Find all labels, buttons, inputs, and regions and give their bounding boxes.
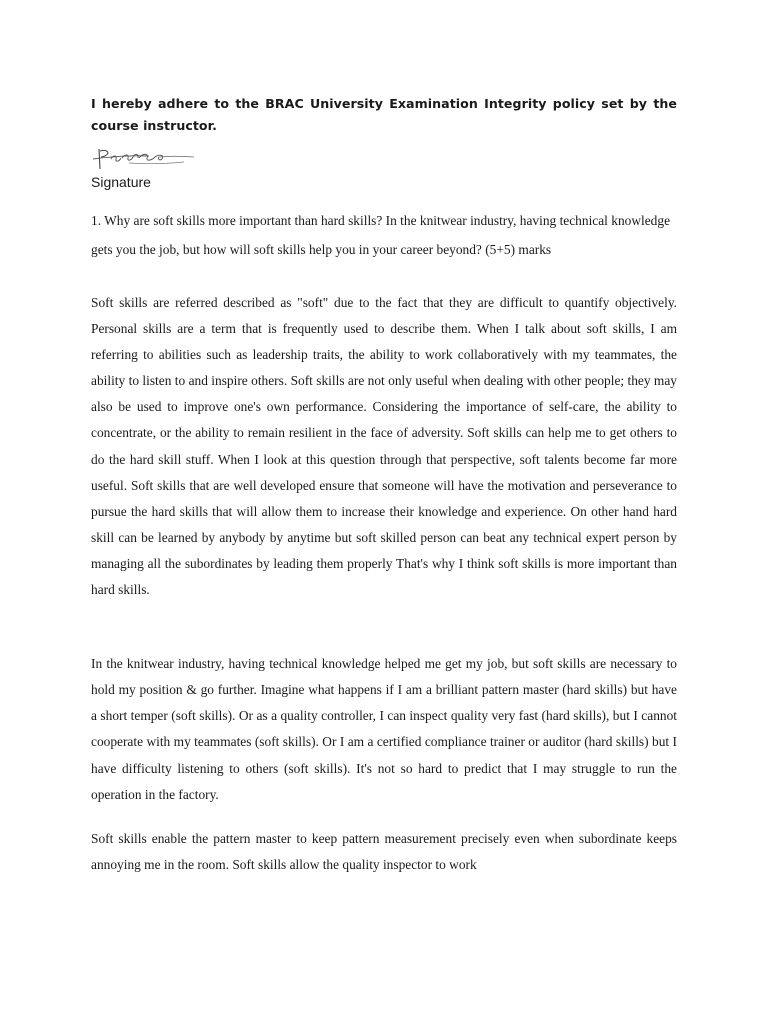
answer-paragraph-1: Soft skills are referred described as "soft" due to the fact that they are difficult to quantify objectively. Personal skills are a term that is frequently used to describe them. When I talk about soft skills, I am referring to abilities such as leadership traits, the ability to work collaboratively with my teammates, the ability to listen to and inspire others. Soft skills are not only useful when dealing with other people; they may also be used to improve one's own performance. Considering the importance of self-care, the ability to concentrate, or the ability to remain resilient in the face of adversity. Soft skills can help me to get others to do the hard skill stuff. When I look at this question through that perspective, soft talents become far more useful. Soft skills that are well developed ensure that someone will have the motivation and perseverance to pursue the hard skills that will allow them to increase their knowledge and experience. On other hand hard skill can be learned by anybody by anytime but soft skilled person can beat any technical expert person by managing all the subordinates by leading them properly That's why I think soft skills is more important than hard skills. bbox=[91, 295, 677, 598]
answer-paragraph-2: In the knitwear industry, having technical knowledge helped me get my job, but soft skills are necessary to hold my position & go further. Imagine what happens if I am a brilliant pattern master (hard skills) but have a short temper (soft skills). Or as a quality controller, I can inspect quality very fast (hard skills), but I cannot cooperate with my teammates (soft skills). Or I am a certified compliance trainer or auditor (hard skills) but I have difficulty listening to others (soft skills). It's not so hard to predict that I may struggle to run the operation in the factory. bbox=[91, 656, 677, 802]
handwritten-signature bbox=[89, 145, 199, 171]
answer-paragraph-3: Soft skills enable the pattern master to keep pattern measurement precisely even when subordinate keeps annoying me in the room. Soft skills allow the quality inspector to work bbox=[91, 830, 677, 872]
signature-label: Signature bbox=[91, 174, 151, 190]
question-1: 1. Why are soft skills more important than hard skills? In the knitwear industry, having technical knowledge gets you the job, but how will soft skills help you in your career beyond? (5+5) marks bbox=[91, 213, 671, 257]
document-body bbox=[91, 93, 677, 878]
integrity-declaration: I hereby adhere to the BRAC University Examination Integrity policy set by the course instructor. bbox=[91, 96, 677, 133]
